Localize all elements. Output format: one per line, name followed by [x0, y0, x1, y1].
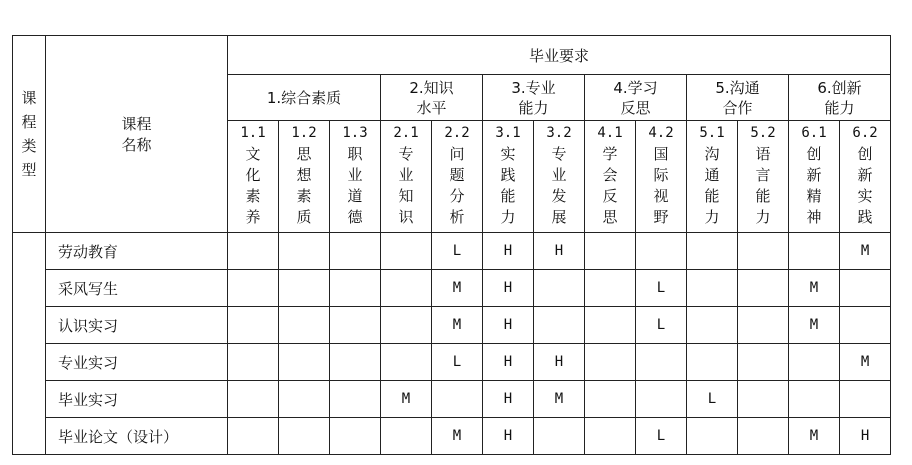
rating-cell: M	[840, 344, 891, 381]
table-row	[13, 381, 891, 418]
sub-requirement-code: 2.1	[393, 125, 419, 141]
sub-requirement-char: 能	[704, 187, 720, 205]
rating-cell	[330, 233, 381, 270]
requirement-group-label: 5.沟通	[715, 78, 760, 97]
sub-requirement-char: 新	[857, 166, 873, 184]
rating-cell	[228, 344, 279, 381]
rating-cell	[228, 381, 279, 418]
rating-cell	[585, 233, 636, 270]
rating-cell	[330, 270, 381, 307]
sub-requirement-char: 际	[653, 166, 669, 184]
sub-requirement-code: 6.1	[801, 125, 827, 141]
rating-cell	[330, 344, 381, 381]
rating-cell	[228, 307, 279, 344]
rating-cell: H	[534, 233, 585, 270]
rating-cell	[585, 381, 636, 418]
rating-cell	[228, 418, 279, 455]
sub-requirement-code: 5.1	[699, 125, 725, 141]
course-name-line2: 名称	[121, 136, 152, 154]
rating-cell: M	[840, 233, 891, 270]
rating-cell	[585, 307, 636, 344]
rating-cell	[687, 307, 738, 344]
sub-requirement-char: 思	[602, 208, 618, 226]
rating-cell	[738, 381, 789, 418]
sub-requirement-3-1	[483, 121, 534, 233]
sub-requirement-1-3	[330, 121, 381, 233]
table-row	[13, 270, 891, 307]
rating-cell	[789, 233, 840, 270]
sub-requirement-char: 文	[245, 145, 261, 163]
sub-requirement-char: 实	[500, 145, 516, 163]
sub-requirement-char: 职	[347, 145, 363, 163]
sub-requirement-char: 知	[398, 187, 414, 205]
sub-requirement-char: 视	[653, 187, 669, 205]
sub-requirement-char: 化	[245, 166, 261, 184]
rating-cell: H	[483, 233, 534, 270]
requirement-group-2	[381, 75, 483, 121]
requirement-group-label-line2: 反思	[620, 98, 651, 117]
sub-requirement-code: 3.1	[495, 125, 521, 141]
rating-cell: H	[483, 307, 534, 344]
sub-requirement-char: 业	[347, 166, 363, 184]
rating-cell: L	[432, 233, 483, 270]
rating-cell: M	[381, 381, 432, 418]
rating-cell: H	[840, 418, 891, 455]
rating-cell	[687, 270, 738, 307]
rating-cell: M	[432, 307, 483, 344]
graduation-requirements-matrix	[12, 35, 891, 455]
sub-requirement-char: 践	[857, 208, 873, 226]
sub-requirement-1-2	[279, 121, 330, 233]
sub-requirement-char: 道	[347, 187, 363, 205]
sub-requirement-char: 实	[857, 187, 873, 205]
sub-requirement-char: 析	[449, 208, 465, 226]
sub-requirement-4-2	[636, 121, 687, 233]
table-row	[13, 307, 891, 344]
rating-cell: L	[432, 344, 483, 381]
rating-cell	[738, 307, 789, 344]
requirement-group-label: 1.综合素质	[266, 88, 342, 107]
sub-requirement-code: 1.2	[291, 125, 317, 141]
sub-requirement-char: 素	[245, 187, 261, 205]
sub-requirement-char: 题	[449, 166, 465, 184]
sub-requirement-char: 思	[296, 145, 312, 163]
requirement-group-label-line2: 水平	[416, 98, 447, 117]
course-name-cell: 采风写生	[46, 270, 228, 307]
sub-requirement-code: 4.2	[648, 125, 674, 141]
table-row	[13, 418, 891, 455]
sub-requirement-2-2	[432, 121, 483, 233]
rating-cell	[738, 344, 789, 381]
rating-cell	[279, 381, 330, 418]
course-type-header	[13, 36, 46, 233]
rating-cell	[279, 307, 330, 344]
sub-requirement-char: 学	[602, 145, 618, 163]
sub-requirement-char: 精	[806, 187, 822, 205]
rating-cell	[738, 418, 789, 455]
rating-cell	[585, 418, 636, 455]
rating-cell	[279, 270, 330, 307]
rating-cell: H	[483, 381, 534, 418]
rating-cell	[381, 344, 432, 381]
rating-cell	[228, 270, 279, 307]
course-name-cell: 劳动教育	[46, 233, 228, 270]
rating-cell: H	[483, 270, 534, 307]
requirement-group-3	[483, 75, 585, 121]
rating-cell: M	[534, 381, 585, 418]
rating-cell	[585, 270, 636, 307]
sub-requirement-char: 创	[806, 145, 822, 163]
rating-cell: L	[636, 270, 687, 307]
rating-cell: M	[432, 270, 483, 307]
sub-requirement-char: 专	[551, 145, 567, 163]
sub-requirement-code: 4.1	[597, 125, 623, 141]
rating-cell	[636, 381, 687, 418]
rating-cell	[840, 270, 891, 307]
rating-cell	[279, 233, 330, 270]
course-name-header	[46, 36, 228, 233]
sub-requirement-code: 3.2	[546, 125, 572, 141]
table-row	[13, 344, 891, 381]
course-type-char: 程	[21, 113, 37, 131]
course-type-cell	[13, 233, 46, 455]
course-name-cell: 认识实习	[46, 307, 228, 344]
rating-cell: M	[432, 418, 483, 455]
rating-cell	[534, 307, 585, 344]
sub-requirement-char: 问	[449, 145, 465, 163]
rating-cell	[381, 233, 432, 270]
rating-cell: H	[483, 344, 534, 381]
sub-requirement-3-2	[534, 121, 585, 233]
sub-requirement-5-1	[687, 121, 738, 233]
rating-cell	[534, 270, 585, 307]
rating-cell	[687, 233, 738, 270]
sub-requirement-char: 能	[755, 187, 771, 205]
graduation-requirements-header: 毕业要求	[228, 36, 891, 75]
sub-requirement-char: 神	[806, 208, 822, 226]
sub-requirement-char: 语	[755, 145, 771, 163]
sub-requirement-char: 言	[755, 166, 771, 184]
rating-cell	[330, 307, 381, 344]
requirement-group-label-line2: 合作	[722, 98, 753, 117]
rating-cell: H	[534, 344, 585, 381]
rating-cell	[585, 344, 636, 381]
rating-cell: M	[789, 270, 840, 307]
rating-cell	[789, 344, 840, 381]
sub-requirement-char: 德	[347, 208, 363, 226]
rating-cell	[432, 381, 483, 418]
course-type-char: 型	[21, 161, 37, 179]
course-type-char: 课	[21, 89, 37, 107]
requirement-group-4	[585, 75, 687, 121]
course-name-cell: 毕业实习	[46, 381, 228, 418]
sub-requirement-char: 业	[398, 166, 414, 184]
sub-requirement-2-1	[381, 121, 432, 233]
sub-requirement-5-2	[738, 121, 789, 233]
sub-requirement-char: 分	[449, 187, 465, 205]
rating-cell	[738, 270, 789, 307]
rating-cell: L	[636, 307, 687, 344]
sub-requirement-char: 发	[551, 187, 567, 205]
requirement-group-1	[228, 75, 381, 121]
rating-cell: M	[789, 307, 840, 344]
rating-cell	[228, 233, 279, 270]
sub-requirement-char: 会	[602, 166, 618, 184]
sub-requirement-char: 沟	[704, 145, 720, 163]
requirement-group-5	[687, 75, 789, 121]
sub-requirement-char: 业	[551, 166, 567, 184]
sub-requirement-char: 力	[500, 208, 516, 226]
rating-cell	[534, 418, 585, 455]
rating-cell	[636, 344, 687, 381]
rating-cell	[687, 344, 738, 381]
sub-requirement-char: 践	[500, 166, 516, 184]
rating-cell: L	[687, 381, 738, 418]
sub-requirement-char: 想	[296, 166, 312, 184]
rating-cell	[687, 418, 738, 455]
requirement-group-label-line2: 能力	[824, 98, 855, 117]
rating-cell	[330, 418, 381, 455]
sub-requirement-char: 创	[857, 145, 873, 163]
sub-requirement-char: 力	[704, 208, 720, 226]
course-name-cell: 专业实习	[46, 344, 228, 381]
rating-cell	[840, 381, 891, 418]
sub-requirement-char: 新	[806, 166, 822, 184]
sub-requirement-1-1	[228, 121, 279, 233]
rating-cell	[840, 307, 891, 344]
course-name-cell: 毕业论文（设计）	[46, 418, 228, 455]
sub-requirement-char: 质	[296, 208, 312, 226]
course-type-char: 类	[21, 137, 37, 155]
sub-requirement-6-2	[840, 121, 891, 233]
sub-requirement-char: 专	[398, 145, 414, 163]
rating-cell	[789, 381, 840, 418]
sub-requirement-code: 2.2	[444, 125, 470, 141]
sub-requirement-code: 1.3	[342, 125, 368, 141]
rating-cell	[636, 233, 687, 270]
rating-cell	[738, 233, 789, 270]
sub-requirement-code: 5.2	[750, 125, 776, 141]
sub-requirement-char: 素	[296, 187, 312, 205]
requirement-group-label: 6.创新	[817, 78, 862, 97]
sub-requirement-char: 国	[653, 145, 669, 163]
course-name-line1: 课程	[121, 115, 152, 133]
rating-cell	[279, 418, 330, 455]
rating-cell: M	[789, 418, 840, 455]
sub-requirement-6-1	[789, 121, 840, 233]
rating-cell: H	[483, 418, 534, 455]
sub-requirement-char: 野	[653, 208, 669, 226]
sub-requirement-char: 展	[551, 208, 567, 226]
rating-cell	[381, 270, 432, 307]
rating-cell	[279, 344, 330, 381]
sub-requirement-char: 反	[602, 187, 618, 205]
sub-requirement-char: 通	[704, 166, 720, 184]
sub-requirement-4-1	[585, 121, 636, 233]
requirement-group-label: 4.学习	[613, 78, 658, 97]
requirement-group-label: 2.知识	[409, 78, 454, 97]
requirement-group-label-line2: 能力	[518, 98, 549, 117]
sub-requirement-char: 力	[755, 208, 771, 226]
rating-cell: L	[636, 418, 687, 455]
requirement-group-label: 3.专业	[511, 78, 556, 97]
sub-requirement-code: 6.2	[852, 125, 878, 141]
sub-requirement-char: 能	[500, 187, 516, 205]
rating-cell	[381, 307, 432, 344]
sub-requirement-char: 识	[398, 208, 414, 226]
sub-requirement-code: 1.1	[240, 125, 266, 141]
rating-cell	[330, 381, 381, 418]
requirement-group-6	[789, 75, 891, 121]
rating-cell	[381, 418, 432, 455]
table-row	[13, 233, 891, 270]
sub-requirement-char: 养	[245, 208, 261, 226]
